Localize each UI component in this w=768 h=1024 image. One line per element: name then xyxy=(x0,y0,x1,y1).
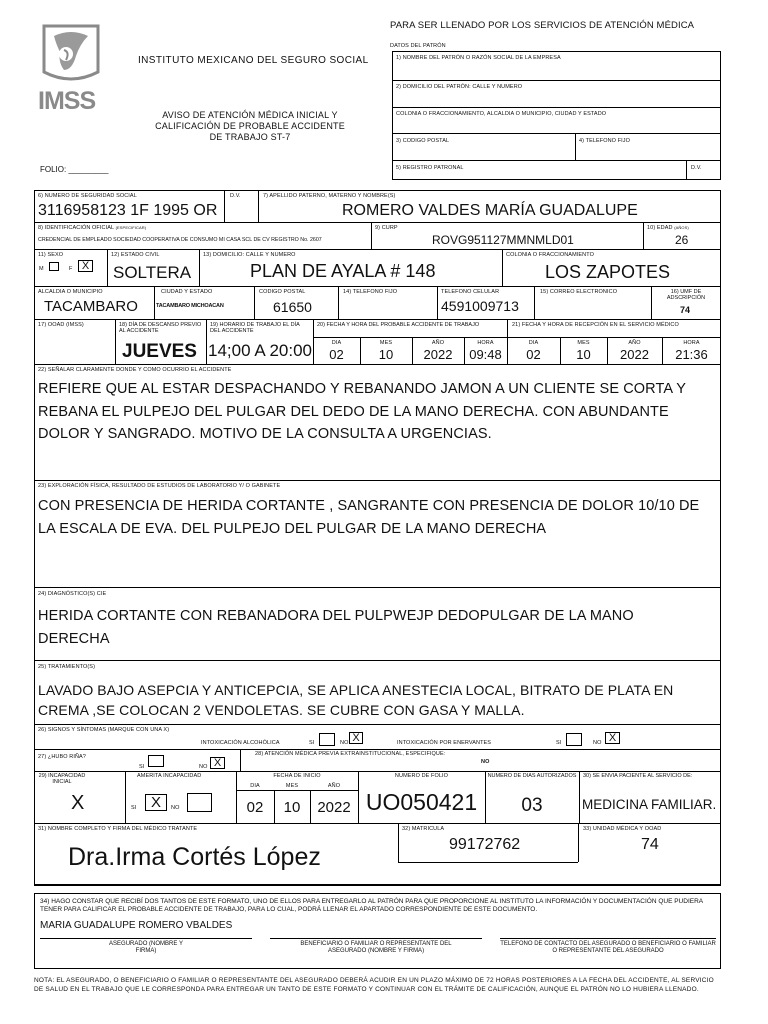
nss-label: 6) NUMERO DE SEGURIDAD SOCIAL xyxy=(38,193,137,199)
exploration-text: CON PRESENCIA DE HERIDA CORTANTE , SANGRANTE CON PRESENCIA DE DOLOR 10/10 DE LA ESCALA DE EVA. DEL PULPEJO DEL PULGAR DE LA MANO DERECHA xyxy=(38,498,700,537)
rec-day-label: DIA xyxy=(528,340,539,346)
curp-value: ROVG951127MMNMLD01 xyxy=(432,233,574,247)
prior-care-label: 28) ATENCIÓN MÉDICA PREVIA EXTRAINSTITUCIONAL, ESPECIFIQUE: xyxy=(255,751,446,757)
cel-label: TELEFONO CELULAR xyxy=(441,289,500,295)
start-year-value: 2022 xyxy=(317,799,351,816)
fight-label: 27) ¿HUBO RIÑA? xyxy=(38,754,86,760)
cp-label: CODIGO POSTAL xyxy=(259,289,306,295)
amerita-no-label: NO xyxy=(171,805,180,811)
institute-name: INSTITUTO MEXICANO DEL SEGURO SOCIAL xyxy=(138,55,369,66)
rec-hour-label: HORA xyxy=(683,340,700,346)
services-title: PARA SER LLENADO POR LOS SERVICIOS DE ATENCIÓN MÉDICA xyxy=(390,20,695,31)
patron-registro-label: 5) REGISTRO PATRONAL xyxy=(396,165,464,171)
contact-phone-label: TELEFONO DE CONTACTO DEL ASEGURADO O BENEFICIARIO O FAMILIAR O REPRESENTANTE DEL ASEGURADO xyxy=(500,941,716,954)
alcohol-si-label: SI xyxy=(309,740,315,746)
rec-day-value: 02 xyxy=(526,347,541,362)
name-value: ROMERO VALDES MARÍA GUADALUPE xyxy=(342,202,638,219)
beneficiary-signature-label: BENEFICIARIO O FAMILIAR O REPRESENTANTE DEL ASEGURADO (NOMBRE Y FIRMA) xyxy=(300,941,452,954)
city-label: CIUDAD Y ESTADO xyxy=(161,289,213,295)
treatment-label: 25) TRATAMIENTO(S) xyxy=(38,664,96,670)
amerita-si-label: SI xyxy=(131,805,137,811)
alcohol-si-checkbox[interactable] xyxy=(319,733,335,746)
reception-datetime-label: 21) FECHA Y HORA DE RECEPCIÓN EN EL SERVICIO MÉDICO xyxy=(512,322,679,328)
drugs-no-label: NO xyxy=(593,740,602,746)
umf-value: 74 xyxy=(680,305,691,315)
acc-day-label: DIA xyxy=(331,340,342,346)
start-month-value: 10 xyxy=(283,799,301,816)
curp-label: 9) CURP xyxy=(375,225,398,231)
sent-label: 30) SE ENVIA PACIENTE AL SERVICIO DE: xyxy=(583,773,693,779)
phone-label: 14) TELEFONO FIJO xyxy=(343,289,398,295)
exploration-label: 23) EXPLORACIÓN FÍSICA, RESULTADO DE ESTUDIOS DE LABORATORIO Y/ O GABINETE xyxy=(38,483,281,489)
acc-year-value: 2022 xyxy=(423,347,453,362)
incapacity-label: 29) INCAPACIDAD INICIAL xyxy=(38,773,86,785)
sex-f-checkbox[interactable]: X xyxy=(78,260,93,272)
amerita-si-checkbox[interactable]: X xyxy=(145,794,167,811)
umf-label: 16) UMF DE ADSCRIPCIÓN xyxy=(666,289,706,301)
imss-logo xyxy=(36,22,106,115)
accident-datetime-label: 20) FECHA Y HORA DEL PROBABLE ACCIDENTE DE TRABAJO xyxy=(317,322,480,328)
age-label: 10) EDAD (AÑOS) xyxy=(647,225,689,231)
acc-month-value: 10 xyxy=(378,347,394,362)
rec-year-value: 2022 xyxy=(620,347,649,362)
acc-year-label: AÑO xyxy=(431,340,445,346)
colonia-value: LOS ZAPOTES xyxy=(545,262,671,282)
rec-year-label: AÑO xyxy=(628,340,641,346)
amerita-label: AMERITA INCAPACIDAD xyxy=(137,773,202,779)
cel-value: 4591009713 xyxy=(441,298,519,314)
matricula-label: 32) MATRICULA xyxy=(402,826,445,832)
schedule-value: 14;00 A 20:00 xyxy=(208,341,312,360)
sex-m-label: M xyxy=(39,266,44,272)
treatment-text: LAVADO BAJO ASEPCIA Y ANTICEPCIA, SE APLICA ANESTECIA LOCAL, BITRATO DE PLATA EN CREMA ,SE COLOCAN 2 VENDOLETAS. SE CUBRE CON GASA Y MALLA. xyxy=(38,682,674,718)
accident-description: REFIERE QUE AL ESTAR DESPACHANDO Y REBANANDO JAMON A UN CLIENTE SE CORTA Y REBANA EL PULPEJO DEL PULGAR DEL DEDO DE LA MANO DERECHA. CON ABUNDANTE DOLOR Y SANGRADO. MOTIVO DE LA CONSULTA A URGENCIAS. xyxy=(38,381,686,442)
drugs-si-label: SI xyxy=(556,740,562,746)
drugs-si-checkbox[interactable] xyxy=(566,733,582,746)
declaration-text: 34) HAGO CONSTAR QUE RECIBÍ DOS TANTOS DE ESTE FORMATO, UNO DE ELLOS PARA ENTREGARLO AL PATRÓN PARA QUE PROPORCIONE AL INSTITUTO LA INFORMACIÓN Y DOCUMENTACIÓN QUE PUDIERA TENER PARA CALIFICAR EL PROBABLE ACCIDENTE DE TRABAJO, PARA LO CUAL, PODRÁ LLENAR EL APARTADO CORRESPONDIENTE DE ESTE DOCUMENTO. xyxy=(40,898,703,913)
alcohol-no-checkbox[interactable]: X xyxy=(349,732,363,744)
doctor-name: Dra.Irma Cortés López xyxy=(68,843,321,871)
amerita-no-checkbox[interactable] xyxy=(187,793,212,812)
start-day-value: 02 xyxy=(246,799,264,816)
address-label: 13) DOMICILIO: CALLE Y NUMERO xyxy=(203,252,296,258)
form-title: AVISO DE ATENCIÓN MÉDICA INICIAL Y CALIFICACIÓN DE PROBABLE ACCIDENTE DE TRABAJO ST-7 xyxy=(155,110,345,142)
rec-month-label: MES xyxy=(577,340,590,346)
city-value: TACAMBARO MICHOACAN xyxy=(156,303,224,309)
rec-month-value: 10 xyxy=(576,347,591,362)
acc-month-label: MES xyxy=(379,340,393,346)
patron-cp-label: 3) CODIGO POSTAL xyxy=(396,138,450,144)
start-date-label: FECHA DE INICIO xyxy=(273,773,321,779)
insured-signature-label: ASEGURADO (NOMBRE Y FIRMA) xyxy=(109,941,183,954)
unit-label: 33) UNIDAD MÉDICA Y OOAD xyxy=(583,826,662,832)
sent-value: MEDICINA FAMILIAR. xyxy=(582,797,717,812)
start-day-label: DIA xyxy=(250,783,260,789)
address-value: PLAN DE AYALA # 148 xyxy=(250,261,436,281)
days-label: NUMERO DE DIAS AUTORIZADOS xyxy=(487,773,577,779)
sex-f-label: F xyxy=(69,266,73,272)
footer-note: NOTA: EL ASEGURADO, O BENEFICIARIO O FAMILIAR O REPRESENTANTE DEL ASEGURADO DEBERÁ ACUDIR EN UN PLAZO MÁXIMO DE 72 HORAS POSTERIORES A LA FECHA DEL ACCIDENTE, AL SERVICIO DE SALUD EN EL TRABAJO QUE LE CORRESPONDA PARA ENTREGAR UN TANTO DE ESTE FORMATO Y CONTINUAR CON EL TRÁMITE DE CALIFICACIÓN, AUNQUE EL PATRÓN NO LO HUBIERA LLENADO. xyxy=(34,977,714,993)
dv-label: D.V. xyxy=(230,193,241,199)
patron-phone-label: 4) TELEFONO FIJO xyxy=(579,138,631,144)
folio-number-label: NUMERO DE FOLIO xyxy=(394,773,449,779)
fight-no-label: NO xyxy=(199,764,208,770)
sex-m-checkbox[interactable] xyxy=(49,262,59,271)
mun-label: ALCALDIA O MUNICIPIO xyxy=(38,289,103,295)
folio-number-value: UO050421 xyxy=(365,789,478,815)
mun-value: TACAMBARO xyxy=(44,298,138,315)
symptoms-label: 26) SIGNOS Y SÍNTOMAS (MARQUE CON UNA X) xyxy=(38,727,170,733)
patron-dv-label: D.V. xyxy=(691,165,702,171)
id-label: 8) IDENTIFICACIÓN OFICIAL (ESPECIFICAR) xyxy=(38,225,147,231)
doctor-label: 31) NOMBRE COMPLETO Y FIRMA DEL MÉDICO TRATANTE xyxy=(38,826,198,832)
patron-title: DATOS DEL PATRÓN xyxy=(390,43,446,49)
fight-si-label: SI xyxy=(139,764,145,770)
civil-value: SOLTERA xyxy=(113,263,192,282)
civil-label: 12) ESTADO CIVIL xyxy=(111,252,160,258)
fight-no-checkbox[interactable]: X xyxy=(210,757,225,769)
folio-label: FOLIO: _________ xyxy=(40,165,109,174)
sex-label: 11) SEXO xyxy=(38,252,64,258)
email-label: 15) CORREO ELECTRONICO xyxy=(540,289,618,295)
patron-name-label: 1) NOMBRE DEL PATRÓN O RAZÓN SOCIAL DE LA EMPRESA xyxy=(396,55,561,61)
alcohol-label: INTOXICACIÓN ALCOHÓLICA xyxy=(201,740,280,746)
diagnosis-text: HERIDA CORTANTE CON REBANADORA DEL PULPWEJP DEDOPULGAR DE LA MANO DERECHA xyxy=(38,608,634,647)
patron-colonia-label: COLONIA O FRACCIONAMIENTO, ALCALDIA O MUNICIPIO, CIUDAD Y ESTADO xyxy=(396,111,607,117)
drugs-label: INTOXICACIÓN POR ENERVANTES xyxy=(397,740,492,746)
rest-label: 18) DÍA DE DESCANSO PREVIO AL ACCIDENTE xyxy=(119,322,202,334)
fight-si-checkbox[interactable] xyxy=(148,755,164,767)
rest-value: JUEVES xyxy=(122,341,197,362)
days-value: 03 xyxy=(521,795,543,816)
drugs-no-checkbox[interactable]: X xyxy=(605,732,620,744)
ooad-label: 17) OOAD (IMSS) xyxy=(38,322,84,328)
matricula-value: 99172762 xyxy=(449,836,521,853)
age-value: 26 xyxy=(675,233,689,247)
start-year-label: AÑO xyxy=(327,783,341,789)
acc-day-value: 02 xyxy=(329,347,344,362)
nss-value: 3116958123 1F 1995 OR xyxy=(38,202,218,219)
alcohol-no-label: NO xyxy=(340,740,349,746)
acc-hour-label: HORA xyxy=(477,340,494,346)
cp-value: 61650 xyxy=(273,299,312,315)
acc-hour-value: 09:48 xyxy=(469,347,502,362)
accident-description-label: 22) SEÑALAR CLARAMENTE DONDE Y COMO OCURRIO EL ACCIDENTE xyxy=(38,367,232,373)
id-value: CREDENCIAL DE EMPLEADO SOCIEDAD COOPERATIVA DE CONSUMO MI CASA SCL DE CV REGISTRO No. 2607 xyxy=(38,237,322,243)
rec-hour-value: 21:36 xyxy=(675,347,708,362)
unit-value: 74 xyxy=(641,836,659,853)
colonia-label: COLONIA O FRACCIONAMIENTO xyxy=(506,252,594,258)
schedule-label: 19) HORARIO DE TRABAJO EL DÍA DEL ACCIDENTE xyxy=(210,322,300,334)
insured-name: MARIA GUADALUPE ROMERO VBALDES xyxy=(40,920,233,931)
patron-address-label: 2) DOMICILIO DEL PATRÓN: CALLE Y NUMERO xyxy=(396,84,523,90)
start-month-label: MES xyxy=(285,783,299,789)
imss-eagle-icon xyxy=(36,22,106,84)
logo-text: IMSS xyxy=(38,87,96,115)
incapacity-mark: X xyxy=(71,792,85,814)
name-label: 7) APELLIDO PATERNO, MATERNO Y NOMBRE(S) xyxy=(263,193,396,199)
diagnosis-label: 24) DIAGNÓSTICO(S) CIE xyxy=(38,591,107,597)
prior-care-value: NO xyxy=(481,759,490,765)
